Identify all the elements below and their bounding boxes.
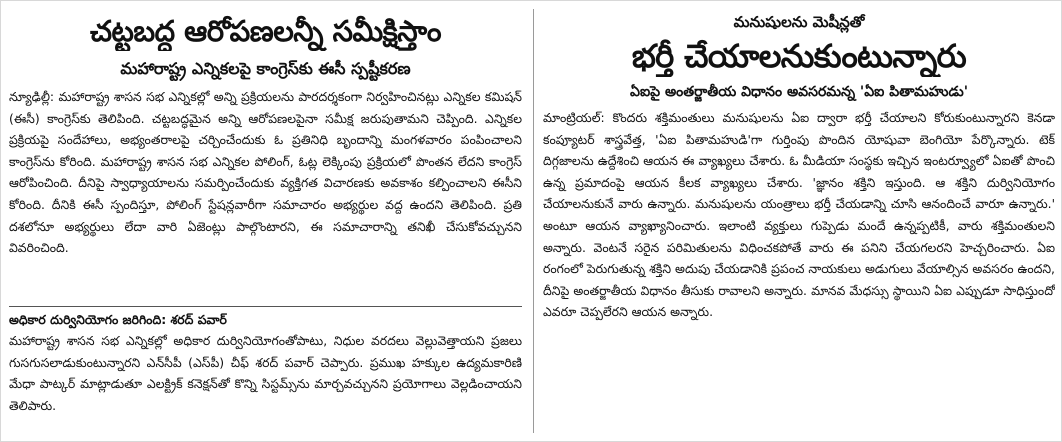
column-divider: [533, 9, 534, 433]
right-body-text: మాంట్రియల్: కొందరు శక్తిమంతులు మనుషులను ఏఐ ద్వారా భర్తీ చేయాలని కోరుకుంటున్నారని కెనడా కంప్యూటర్ శాస్త్రవేత్త, 'ఏఐ పితామహుడి'గా గుర్తింపు పొందిన యోషువా బెంగియో పేర్కొన్నారు. టెక్ దిగ్గజాలను ఉద్దేశించి ఆయన ఈ వ్యాఖ్యలు చేశారు. ఓ మీడియా సంస్థకు ఇచ్చిన ఇంటర్వ్యూలో ఏఐతో పొంచి ఉన్న ప్రమాదంపై ఆయన కీలక వ్యాఖ్యలు చేశారు. 'జ్ఞానం శక్తిని ఇస్తుంది. ఆ శక్తిని దుర్వినియోగం చేయాలనుకునే వారు ఉన్నారు. మనుషులను యంత్రాలు భర్తీ చేయడాన్ని చూసి ఆనందించే వారూ ఉన్నారు.' అంటూ ఆయన వ్యాఖ్యానించారు. ఇలాంటి వ్యక్తులు గుప్పెడు మందే ఉన్నప్పటికీ, వారు శక్తిమంతులని అన్నారు. వెంటనే సరైన పరిమితులను విధించకపోతే వారు ఈ పనిని చేయగలరని హెచ్చరించారు. ఏఐ రంగంలో పెరుగుతున్న శక్తిని అదుపు చేయడానికి ప్రపంచ నాయకులు అడుగులు వేయాల్సిన అవసరం ఉందని, దీనిపై అంతర్జాతీయ విధానం తీసుకు రావాలని అన్నారు. మానవ మేధస్సు స్థాయిని ఏఐ ఎప్పుడూ సాధిస్తుందో ఎవరూ చెప్పలేరని ఆయన అన్నారు.: [543, 110, 1055, 320]
left-subheadline: మహారాష్ట్ర ఎన్నికలపై కాంగ్రెస్‌కు ఈసీ స్పష్టీకరణ: [120, 59, 411, 78]
right-headline: భర్తీ చేయాలనుకుంటున్నారు: [631, 37, 967, 75]
left-headline: చట్టబద్ధ ఆరోపణలన్నీ సమీక్షిస్తాం: [89, 14, 442, 48]
left-body-text: న్యూఢిల్లీ: మహారాష్ట్ర శాసన సభ ఎన్నికల్లో అన్ని ప్రక్రియలను పారదర్శకంగా నిర్వహించినట్లు ఎన్నికల కమిషన్ (ఈసీ) కాంగ్రెస్‌కు తెలిపింది. చట్టబద్ధమైన అన్ని ఆరోపణలపైనా సమీక్ష జరుపుతామని చెప్పింది. ఎన్నికల ప్రక్రియపై సందేహాలు, అభ్యంతరాలపై చర్చించేందుకు ఓ ప్రతినిధి బృందాన్ని మంగళవారం పంపించాలని కాంగ్రెస్‌ను కోరింది. మహారాష్ట్ర శాసన సభ ఎన్నికల పోలింగ్, ఓట్ల లెక్కింపు ప్రక్రియలో పొంతన లేదని కాంగ్రెస్ ఆరోపించింది. దీనిపై స్వాధ్యాయాలను సమర్పించేందుకు వ్యక్తిగత విచారణకు అవకాశం కల్పించాలని ఈసీని కోరింది. దీనికి ఈసీ స్పందిస్తూ, పోలింగ్ స్టేషన్లవారీగా సమాచారం అభ్యర్థుల వద్ద ఉందని తెలిపింది. ప్రతి దశలోనూ అభ్యర్థులు లేదా వారి ఏజెంట్లు పాల్గొంటారని, ఈ సమాచారాన్ని తనిఖీ చేసుకోవచ్చునని వివరించింది.: [9, 89, 522, 256]
right-subheadline: ఏఐపై అంతర్జాతీయ విధానం అవసరమన్న 'ఏఐ పితామహుడు': [629, 84, 968, 100]
left-article: [1, 1, 530, 441]
right-article: [537, 1, 1062, 441]
left-crosshead: అధికార దుర్వినియోగం జరిగింది: శరద్ పవార్: [9, 312, 227, 327]
right-kicker: మనుషులను మెషీన్లతో: [733, 13, 865, 31]
left-body-text-2: మహారాష్ట్ర శాసన సభ ఎన్నికల్లో అధికార దుర్వినియోగంతోపాటు, నిధుల వరదలు వెల్లువెత్తాయని ప్రజలు గుసగుసలాడుకుంటున్నారని ఎన్‌సీపీ (ఎస్‌పీ) చీఫ్ శరద్ పవార్ చెప్పారు. ప్రముఖ హక్కుల ఉద్యమకారిణి మేధా పాట్కర్ మాట్లాడుతూ ఎలక్ట్రిక్ కనెక్షన్‌తో కొన్ని సిస్టమ్స్‌ను మార్చవచ్చునని ప్రయోగాలు వెల్లడించాయని తెలిపారు.: [9, 333, 522, 413]
section-divider: [9, 306, 522, 307]
